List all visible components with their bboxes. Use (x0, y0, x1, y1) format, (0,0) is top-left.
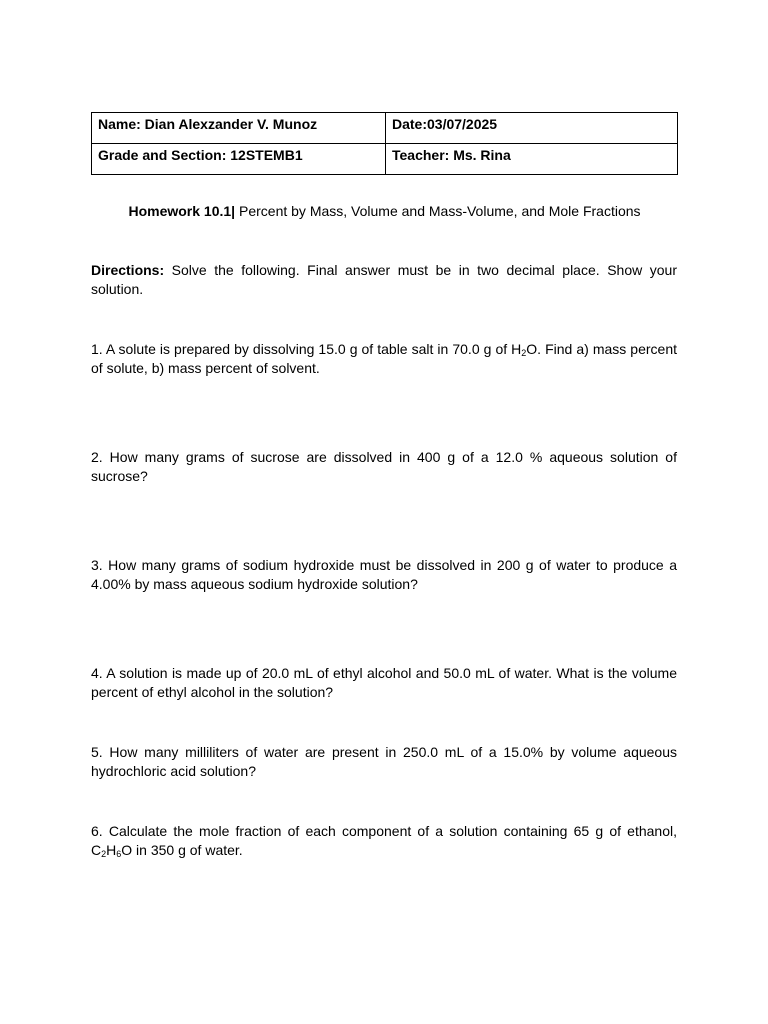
date-cell: Date:03/07/2025 (386, 113, 678, 144)
question-1-text-cont: O. Find a) mass percent of solute, b) mass percent of solvent. (91, 341, 677, 376)
info-row (92, 144, 678, 175)
question-4: 4. A solution is made up of 20.0 mL of ethyl alcohol and 50.0 mL of water. What is the volume percent of ethyl alcohol in the solution? (91, 665, 677, 700)
subscript: 6 (116, 849, 122, 859)
question-2: 2. How many grams of sucrose are dissolved in 400 g of a 12.0 % aqueous solution of sucrose? (91, 449, 677, 484)
question-3: 3. How many grams of sodium hydroxide must be dissolved in 200 g of water to produce a 4.00% by mass aqueous sodium hydroxide solution? (91, 557, 677, 592)
subscript: 2 (101, 849, 107, 859)
question-1-text: 1. A solute is prepared by dissolving 15.0 g of table salt in 70.0 g of H (91, 341, 522, 357)
directions (91, 261, 677, 299)
directions-text: Solve the following. Final answer must be in two decimal place. Show your solution. (91, 262, 677, 297)
info-row (92, 113, 678, 144)
question-1 (91, 340, 677, 378)
student-info-table (91, 112, 678, 175)
homework-label: Homework 10.1| (128, 203, 236, 219)
question-6-text: 6. Calculate the mole fraction of each component of a solution containing 65 g of ethanol, C (91, 823, 677, 858)
homework-topic: Percent by Mass, Volume and Mass-Volume, and Mole Fractions (235, 203, 641, 219)
homework-title (91, 202, 678, 220)
grade-section-cell: Grade and Section: 12STEMB1 (92, 144, 386, 175)
name-cell: Name: Dian Alexzander V. Munoz (92, 113, 386, 144)
directions-label: Directions: (91, 262, 165, 278)
question-6-text-cont: O in 350 g of water. (121, 842, 243, 858)
subscript: 2 (521, 348, 527, 358)
teacher-cell: Teacher: Ms. Rina (386, 144, 678, 175)
question-5: 5. How many milliliters of water are present in 250.0 mL of a 15.0% by volume aqueous hydrochloric acid solution? (91, 744, 677, 779)
question-6 (91, 822, 677, 860)
question-6-text-h: H (106, 842, 117, 858)
